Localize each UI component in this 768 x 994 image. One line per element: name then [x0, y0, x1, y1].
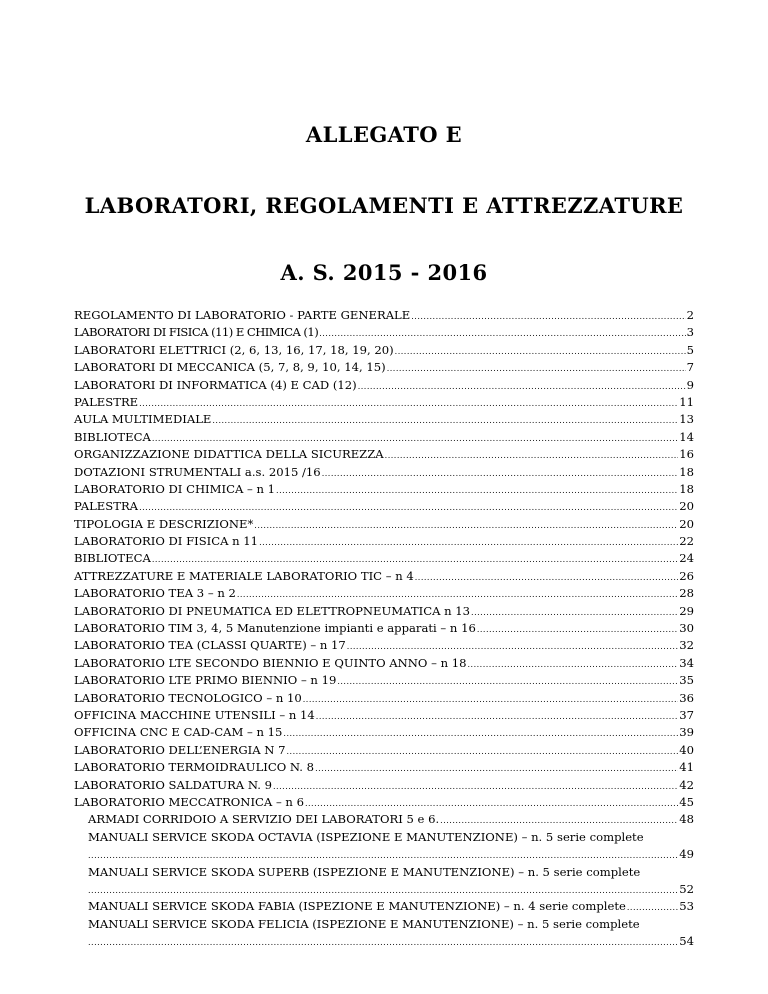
toc-entry-label: ORGANIZZAZIONE DIDATTICA DELLA SICUREZZA: [74, 447, 384, 462]
toc-entry-page: 5: [686, 342, 694, 357]
toc-entry-label: LABORATORIO MECCATRONICA – n 6: [74, 794, 304, 809]
toc-leader: [237, 586, 678, 603]
toc-leader: [627, 899, 678, 916]
toc-entry-page: 42: [679, 777, 694, 792]
document-title: ALLEGATO E: [305, 122, 463, 147]
toc-entry-label: REGOLAMENTO DI LABORATORIO - PARTE GENERALE: [74, 308, 411, 322]
toc-entry-page: 18: [679, 464, 694, 479]
toc-entry-label: LABORATORIO LTE SECONDO BIENNIO E QUINTO ANNO – n 18: [74, 655, 467, 670]
toc-leader: [254, 517, 678, 534]
toc-subentry-page: 49: [679, 847, 694, 862]
toc-leader: [347, 638, 678, 655]
toc-subentry[interactable]: [74, 864, 694, 881]
toc-entry-page: 45: [679, 794, 694, 809]
toc-leader: [411, 308, 685, 325]
toc-entry-page: 7: [686, 360, 694, 375]
toc-subentry-continuation[interactable]: [74, 933, 694, 950]
toc-subentry-label: ARMADI CORRIDOIO A SERVIZIO DEI LABORATORI 5 e 6.: [88, 812, 440, 827]
toc-leader: [358, 378, 686, 395]
toc-entry-page: 37: [679, 707, 694, 722]
toc-entry-label: LABORATORIO DELL’ENERGIA N 7: [74, 742, 286, 757]
toc-entry-page: 28: [679, 586, 694, 601]
toc-leader: [322, 465, 679, 482]
toc-subentry-page: 53: [679, 899, 694, 914]
toc-entry[interactable]: [74, 759, 694, 776]
toc-entry[interactable]: [74, 568, 694, 585]
toc-entry[interactable]: [74, 620, 694, 637]
toc-leader: [395, 343, 686, 360]
toc-entry-page: 11: [679, 394, 694, 409]
toc-entry[interactable]: [74, 777, 694, 794]
toc-entry-page: 18: [679, 481, 694, 496]
toc-entry[interactable]: [74, 446, 694, 463]
toc-entry-page: 9: [686, 377, 694, 392]
toc-subentry[interactable]: [74, 916, 694, 933]
toc-entry-label: LABORATORIO LTE PRIMO BIENNIO – n 19: [74, 673, 337, 688]
toc-subentry-label: MANUALI SERVICE SKODA FABIA (ISPEZIONE E MANUTENZIONE) – n. 4 serie complete: [88, 899, 626, 914]
toc-entry-label: LABORATORI DI MECCANICA (5, 7, 8, 9, 10, 14, 15): [74, 360, 386, 375]
toc-entry[interactable]: [74, 498, 694, 515]
toc-entry-label: LABORATORIO TECNOLOGICO – n 10: [74, 690, 302, 705]
toc-entry-label: LABORATORI DI FISICA (11) E CHIMICA (1): [74, 325, 319, 340]
toc-entry-label: LABORATORIO DI CHIMICA – n 1: [74, 481, 276, 496]
toc-leader: [273, 778, 678, 795]
toc-entry-label: LABORATORIO DI PNEUMATICA ED ELETTROPNEUMATICA n 13: [74, 603, 471, 618]
toc-leader: [385, 447, 679, 464]
toc-entry[interactable]: [74, 464, 694, 481]
toc-entry-page: 22: [679, 534, 694, 549]
toc-entry[interactable]: [74, 794, 694, 811]
toc-entry[interactable]: [74, 481, 694, 498]
toc-entry-label: ATTREZZATURE E MATERIALE LABORATORIO TIC – n 4: [74, 568, 414, 583]
toc-leader: [305, 795, 678, 812]
toc-leader: [337, 673, 678, 690]
toc-entry[interactable]: [74, 585, 694, 602]
toc-leader: [259, 534, 678, 551]
toc-leader: [319, 325, 685, 342]
toc-leader: [468, 656, 679, 673]
toc-entry-label: LABORATORI ELETTRICI (2, 6, 13, 16, 17, 18, 19, 20): [74, 342, 394, 357]
toc-entry[interactable]: [74, 724, 694, 741]
toc-entry-label: BIBLIOTECA: [74, 551, 151, 566]
toc-entry-page: 30: [679, 621, 694, 636]
toc-leader: [88, 934, 678, 951]
toc-entry-page: 20: [679, 499, 694, 514]
school-year: A. S. 2015 - 2016: [280, 260, 488, 285]
toc-entry-page: 39: [679, 725, 694, 740]
toc-subentry-page: 52: [679, 881, 694, 896]
toc-entry[interactable]: [74, 533, 694, 550]
toc-leader: [139, 499, 678, 516]
toc-subentry-label: MANUALI SERVICE SKODA FELICIA (ISPEZIONE E MANUTENZIONE) – n. 5 serie complete: [88, 916, 640, 931]
toc-leader: [387, 360, 686, 377]
toc-subentry[interactable]: [74, 898, 694, 915]
toc-entry[interactable]: [74, 324, 694, 341]
toc-entry-page: 14: [679, 429, 694, 444]
toc-entry-label: BIBLIOTECA: [74, 429, 151, 444]
toc-leader: [303, 691, 679, 708]
toc-entry-label: PALESTRE: [74, 394, 139, 409]
toc-entry[interactable]: [74, 707, 694, 724]
toc-entry-label: LABORATORI DI INFORMATICA (4) E CAD (12): [74, 377, 357, 392]
toc-entry[interactable]: [74, 603, 694, 620]
toc-entry-page: 24: [679, 551, 694, 566]
toc-entry-label: LABORATORIO TEA 3 – n 2: [74, 586, 236, 601]
toc-entry[interactable]: [74, 359, 694, 376]
toc-entry-label: LABORATORIO DI FISICA n 11: [74, 534, 259, 549]
toc-entry-label: PALESTRA: [74, 499, 139, 514]
toc-entry[interactable]: [74, 655, 694, 672]
toc-entry[interactable]: [74, 550, 694, 567]
toc-entry-label: AULA MULTIMEDIALE: [74, 412, 212, 427]
toc-entry[interactable]: [74, 342, 694, 359]
document-subtitle: LABORATORI, REGOLAMENTI E ATTREZZATURE: [84, 193, 684, 218]
toc-entry-page: 41: [679, 760, 694, 775]
toc-entry-label: LABORATORIO SALDATURA N. 9: [74, 777, 273, 792]
toc-entry-page: 26: [679, 568, 694, 583]
toc-leader: [88, 847, 678, 864]
toc-subentry-page: 54: [679, 934, 694, 949]
toc-leader: [477, 621, 678, 638]
toc-leader: [415, 569, 679, 586]
toc-entry-label: TIPOLOGIA E DESCRIZIONE*: [74, 516, 254, 531]
toc-leader: [316, 708, 678, 725]
toc-entry-page: 16: [679, 447, 694, 462]
toc-entry[interactable]: [74, 637, 694, 654]
toc-entry-page: 3: [686, 325, 694, 340]
toc-leader: [152, 430, 678, 447]
toc-leader: [212, 412, 678, 429]
toc-entry-label: LABORATORIO TIM 3, 4, 5 Manutenzione impianti e apparati – n 16: [74, 621, 476, 636]
toc-subentry[interactable]: [74, 829, 694, 846]
toc-entry[interactable]: [74, 377, 694, 394]
toc-subentry[interactable]: [74, 811, 694, 828]
toc-entry-page: 40: [679, 742, 694, 757]
toc-leader: [152, 551, 678, 568]
toc-leader: [315, 760, 678, 777]
toc-entry-label: DOTAZIONI STRUMENTALI a.s. 2015 /16: [74, 464, 321, 479]
toc-subentry-continuation[interactable]: [74, 881, 694, 898]
toc-entry[interactable]: [74, 742, 694, 759]
toc-leader: [471, 604, 678, 621]
toc-entry-label: OFFICINA MACCHINE UTENSILI – n 14: [74, 707, 315, 722]
toc-entry-page: 13: [679, 412, 694, 427]
toc-entry-page: 29: [679, 603, 694, 618]
toc-entry[interactable]: [74, 307, 694, 324]
toc-entry-page: 2: [686, 308, 694, 322]
toc-leader: [440, 812, 678, 829]
toc-subentry-label: MANUALI SERVICE SKODA OCTAVIA (ISPEZIONE E MANUTENZIONE) – n. 5 serie complete: [88, 829, 644, 844]
toc-entry-page: 20: [679, 516, 694, 531]
toc-entry-page: 35: [679, 673, 694, 688]
toc-leader: [88, 882, 678, 899]
toc-entry[interactable]: [74, 411, 694, 428]
toc-entry[interactable]: [74, 690, 694, 707]
toc-subentry-continuation[interactable]: [74, 846, 694, 863]
toc-entry[interactable]: [74, 516, 694, 533]
toc-leader: [276, 482, 678, 499]
toc-leader: [283, 725, 678, 742]
toc-entry[interactable]: [74, 672, 694, 689]
table-of-contents: [74, 307, 694, 950]
toc-entry[interactable]: [74, 394, 694, 411]
toc-entry-label: LABORATORIO TEA (CLASSI QUARTE) – n 17: [74, 638, 346, 653]
toc-leader: [286, 743, 678, 760]
toc-entry[interactable]: [74, 429, 694, 446]
toc-subentry-page: 48: [679, 812, 694, 827]
toc-entry-page: 34: [679, 655, 694, 670]
toc-entry-label: OFFICINA CNC E CAD-CAM – n 15: [74, 725, 283, 740]
toc-subentry-label: MANUALI SERVICE SKODA SUPERB (ISPEZIONE E MANUTENZIONE) – n. 5 serie complete: [88, 864, 641, 879]
toc-entry-label: LABORATORIO TERMOIDRAULICO N. 8: [74, 760, 315, 775]
toc-leader: [139, 395, 678, 412]
toc-entry-page: 32: [679, 638, 694, 653]
toc-entry-page: 36: [679, 690, 694, 705]
